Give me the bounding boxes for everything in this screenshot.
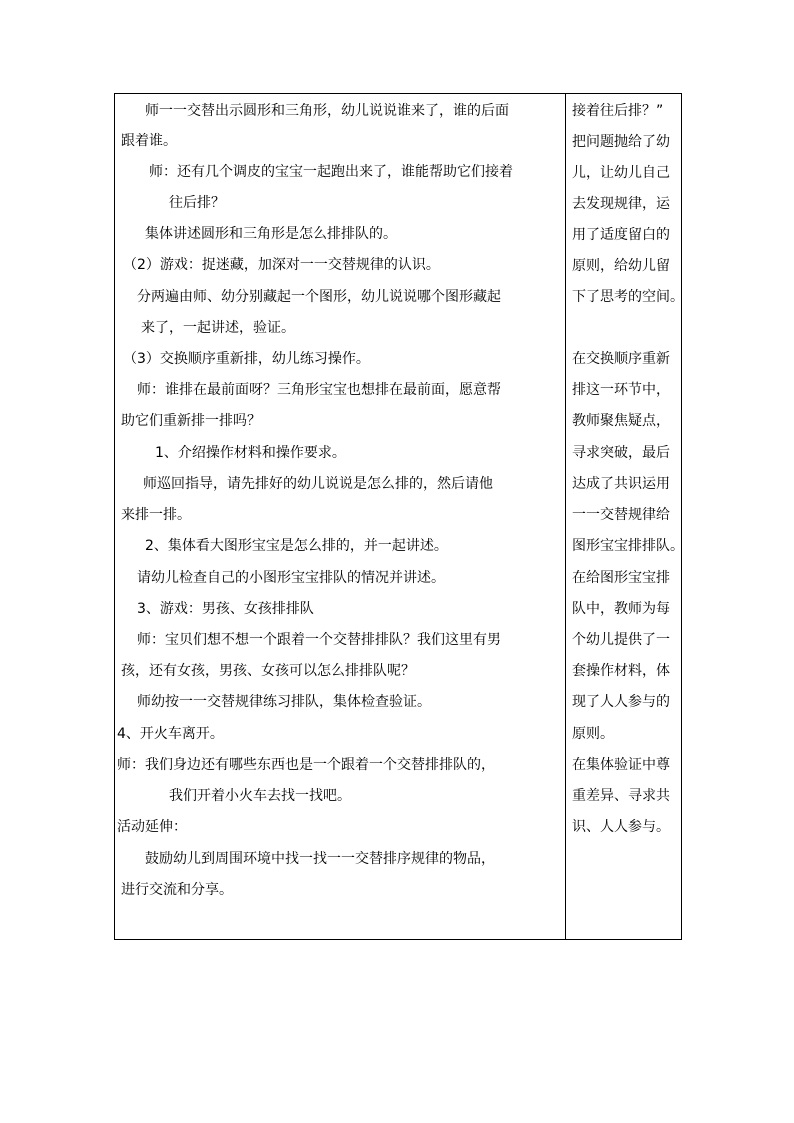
commentary-line: 教师聚焦疑点，: [572, 413, 670, 429]
commentary-line: 用了适度留白的: [572, 227, 670, 243]
commentary-line: 去发现规律，运: [572, 196, 670, 212]
content-line: 进行交流和分享。: [121, 882, 233, 898]
content-line: 3、游戏：男孩、女孩排排队: [137, 601, 314, 617]
commentary-line: 识、人人参与。: [572, 819, 670, 835]
commentary-line: 现了人人参与的: [572, 694, 670, 710]
lesson-content-column: [115, 94, 565, 939]
content-line: （3）交换顺序重新排，幼儿练习操作。: [123, 351, 370, 367]
content-line: 集体讲述圆形和三角形是怎么排排队的。: [145, 226, 397, 242]
commentary-line: 图形宝宝排排队。: [572, 538, 684, 554]
commentary-line: 儿，让幼儿自己: [572, 165, 670, 181]
commentary-line: 寻求突破，最后: [572, 445, 670, 461]
commentary-line: 接着往后排？”: [572, 103, 664, 119]
commentary-column: [566, 94, 682, 939]
commentary-line: 达成了共识运用: [572, 476, 670, 492]
content-line: 2、集体看大图形宝宝是怎么排的，并一起讲述。: [145, 538, 448, 554]
content-line: 往后排？: [169, 195, 225, 211]
content-line: （2）游戏：捉迷藏，加深对一一交替规律的认识。: [123, 257, 440, 273]
commentary-line: 重差异、寻求共: [572, 788, 670, 804]
lesson-table: [114, 93, 682, 940]
content-line: 请幼儿检查自己的小图形宝宝排队的情况并讲述。: [137, 570, 445, 586]
content-line: 助它们重新排一排吗？: [121, 413, 261, 429]
content-line: 1、介绍操作材料和操作要求。: [155, 445, 346, 461]
content-line: 师：谁排在最前面呀？三角形宝宝也想排在最前面，愿意帮: [137, 382, 501, 398]
content-line: 师：宝贝们想不想一个跟着一个交替排排队？我们这里有男: [137, 632, 501, 648]
commentary-line: 在集体验证中尊: [572, 757, 670, 773]
commentary-line: 原则。: [572, 726, 614, 742]
content-line: 跟着谁。: [121, 133, 177, 149]
commentary-line: 在交换顺序重新: [572, 351, 670, 367]
commentary-line: 排这一环节中，: [572, 382, 670, 398]
content-line: 孩，还有女孩，男孩、女孩可以怎么排排队呢？: [121, 663, 415, 679]
content-line: 师巡回指导，请先排好的幼儿说说是怎么排的，然后请他: [143, 476, 493, 492]
content-line: 鼓励幼儿到周围环境中找一找一一交替排序规律的物品，: [145, 851, 495, 867]
commentary-line: 在给图形宝宝排: [572, 570, 670, 586]
content-line: 我们开着小火车去找一找吧。: [169, 788, 351, 804]
content-line: 师：我们身边还有哪些东西也是一个跟着一个交替排排队的，: [117, 757, 495, 773]
commentary-line: 一一交替规律给: [572, 507, 670, 523]
content-line: 分两遍由师、幼分别藏起一个图形，幼儿说说哪个图形藏起: [137, 289, 501, 305]
content-line: 4、开火车离开。: [117, 726, 224, 742]
commentary-line: 下了思考的空间。: [572, 289, 684, 305]
content-line: 师：还有几个调皮的宝宝一起跑出来了，谁能帮助它们接着: [149, 164, 513, 180]
content-line: 活动延伸：: [117, 819, 187, 835]
content-line: 师一一交替出示圆形和三角形，幼儿说说谁来了，谁的后面: [145, 103, 509, 119]
commentary-line: 套操作材料，体: [572, 663, 670, 679]
commentary-line: 把问题抛给了幼: [572, 134, 670, 150]
commentary-line: 个幼儿提供了一: [572, 632, 670, 648]
content-line: 师幼按一一交替规律练习排队，集体检查验证。: [137, 694, 431, 710]
content-line: 来了，一起讲述，验证。: [141, 320, 295, 336]
content-line: 来排一排。: [121, 507, 191, 523]
commentary-line: 队中，教师为每: [572, 601, 670, 617]
commentary-line: 原则，给幼儿留: [572, 258, 670, 274]
